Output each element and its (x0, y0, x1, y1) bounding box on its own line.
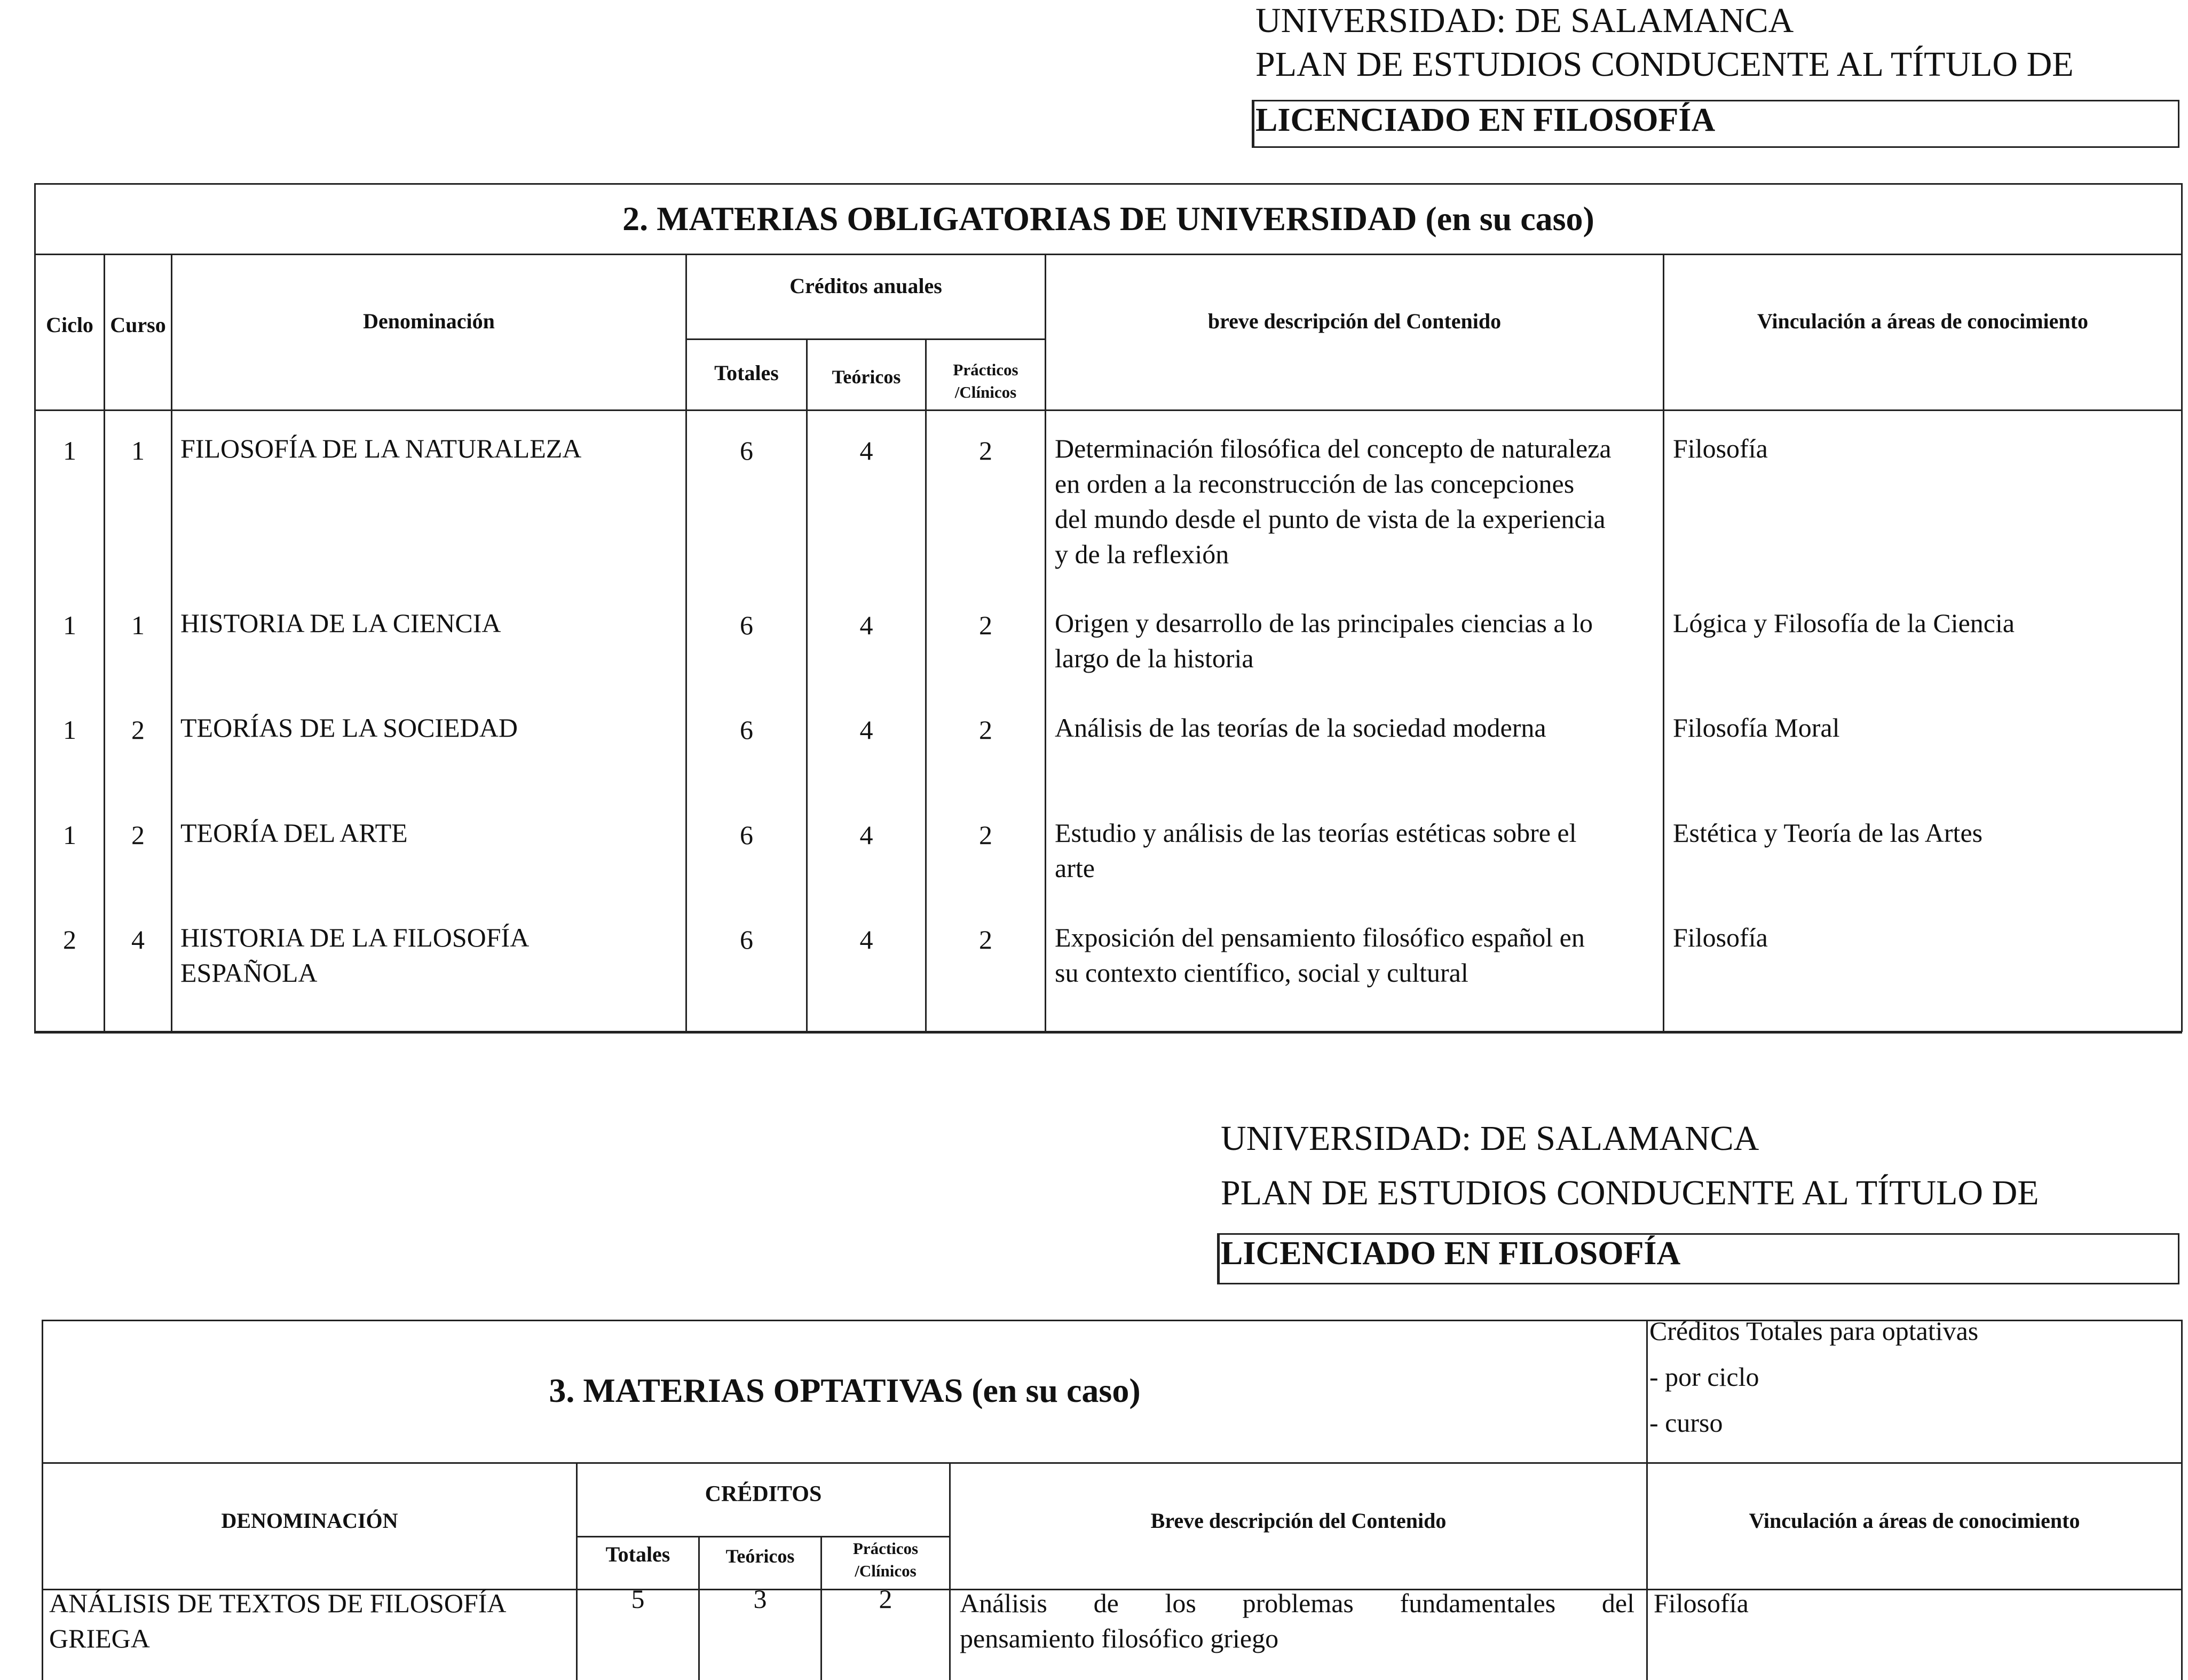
descripcion-cell: Exposición del pensamiento filosófico español en su contexto científico, social y cultural (1055, 922, 1585, 988)
totales-cell: 6 (740, 820, 753, 850)
table-row (0, 924, 2188, 1004)
teoricos-cell: 4 (859, 436, 873, 466)
denominacion-cell: FILOSOFÍA DE LA NATURALEZA (180, 433, 582, 463)
denominacion-cell: HISTORIA DE LA CIENCIA (180, 608, 501, 638)
teoricos-cell: 4 (859, 715, 873, 745)
curso-cell: 2 (131, 820, 145, 850)
curso-cell: 1 (131, 436, 145, 466)
table-row (0, 714, 2188, 762)
ciclo-cell: 1 (63, 820, 76, 850)
degree-title-2: LICENCIADO EN FILOSOFÍA (1221, 1235, 1681, 1272)
practicos-cell: 2 (979, 610, 992, 640)
curso-cell: 1 (131, 610, 145, 640)
ciclo-cell: 1 (63, 436, 76, 466)
col-creditos-header-2: CRÉDITOS (705, 1482, 822, 1507)
optional-subjects-table (0, 1281, 2188, 1680)
degree-title: LICENCIADO EN FILOSOFÍA (1255, 102, 1716, 138)
descripcion-cell: Determinación filosófica del concepto de naturaleza en orden a la reconstrucción de las concepciones del mundo desde el punto de vista de la experiencia y de la reflexión (1055, 433, 1612, 569)
descripcion-cell: Origen y desarrollo de las principales ciencias a lo largo de la historia (1055, 608, 1593, 673)
plan-line: PLAN DE ESTUDIOS CONDUCENTE AL TÍTULO DE (1255, 45, 2074, 84)
teoricos-cell: 4 (859, 925, 873, 955)
university-line: UNIVERSIDAD: DE SALAMANCA (1255, 1, 1794, 40)
col-curso-header: Curso (110, 313, 166, 337)
degree-title-box-2 (1217, 1233, 2179, 1284)
vinculacion-cell: Filosofía (1673, 922, 1768, 952)
ciclo-cell: 2 (63, 925, 76, 955)
plan-line-2: PLAN DE ESTUDIOS CONDUCENTE AL TÍTULO DE (1221, 1173, 2039, 1212)
denominacion-cell: ANÁLISIS DE TEXTOS DE FILOSOFÍA GRIEGA (49, 1588, 507, 1653)
practicos-cell: 2 (979, 436, 992, 466)
col-vinculacion-header-2: Vinculación a áreas de conocimiento (1749, 1509, 2080, 1533)
teoricos-cell: 4 (859, 820, 873, 850)
denominacion-cell: TEORÍA DEL ARTE (180, 818, 408, 848)
vinculacion-cell: Filosofía (1673, 433, 1768, 463)
optativas-credits-note: Créditos Totales para optativas - por ciclo - curso (1649, 1316, 1979, 1438)
curso-cell: 2 (131, 715, 145, 745)
teoricos-cell: 4 (859, 610, 873, 640)
vinculacion-cell: Filosofía Moral (1673, 713, 1840, 743)
totales-cell: 6 (740, 925, 753, 955)
table-row (0, 610, 2188, 690)
table2-title: 3. MATERIAS OPTATIVAS (en su caso) (549, 1371, 1141, 1409)
vinculacion-cell: Filosofía (1654, 1588, 1749, 1618)
totales-cell: 6 (740, 610, 753, 640)
col-descripcion-header-2: Breve descripción del Contenido (1150, 1509, 1447, 1533)
ciclo-cell: 1 (63, 715, 76, 745)
col-denominacion-header-2: DENOMINACIÓN (221, 1509, 398, 1533)
col-practicos-header: Prácticos /Clínicos (953, 360, 1018, 401)
practicos-cell: 2 (979, 820, 992, 850)
col-totales-header-2: Totales (605, 1542, 670, 1566)
col-denominacion-header: Denominación (363, 309, 495, 333)
table1-title: 2. MATERIAS OBLIGATORIAS DE UNIVERSIDAD (en su caso) (622, 200, 1594, 238)
col-ciclo-header: Ciclo (46, 313, 93, 337)
practicos-cell: 2 (979, 715, 992, 745)
col-teoricos-header: Teóricos (832, 366, 901, 388)
col-vinculacion-header: Vinculación a áreas de conocimiento (1757, 309, 2088, 333)
col-teoricos-header-2: Teóricos (725, 1545, 795, 1567)
totales-cell: 6 (740, 715, 753, 745)
table-row (0, 819, 2188, 900)
ciclo-cell: 1 (63, 610, 76, 640)
col-practicos-header-2: Prácticos /Clínicos (852, 1539, 919, 1580)
col-descripcion-header: breve descripción del Contenido (1207, 309, 1502, 333)
table-row (0, 1586, 2188, 1676)
practicos-cell: 2 (879, 1584, 892, 1614)
descripcion-cell: Análisis de los problemas fundamentales del pensamiento filosófico griego (960, 1588, 1634, 1653)
vinculacion-cell: Estética y Teoría de las Artes (1673, 818, 1983, 848)
col-totales-header: Totales (714, 361, 779, 385)
totales-cell: 5 (631, 1584, 645, 1614)
denominacion-cell: TEORÍAS DE LA SOCIEDAD (180, 713, 518, 743)
descripcion-cell: Análisis de las teorías de la sociedad moderna (1055, 713, 1546, 743)
practicos-cell: 2 (979, 925, 992, 955)
col-creditos-header: Créditos anuales (789, 274, 942, 298)
totales-cell: 6 (740, 436, 753, 466)
vinculacion-cell: Lógica y Filosofía de la Ciencia (1673, 608, 2015, 638)
denominacion-cell: HISTORIA DE LA FILOSOFÍA ESPAÑOLA (180, 922, 530, 988)
curso-cell: 4 (131, 925, 145, 955)
descripcion-cell: Estudio y análisis de las teorías estéticas sobre el arte (1055, 818, 1577, 883)
table-row (0, 435, 2188, 574)
teoricos-cell: 3 (753, 1584, 767, 1614)
university-line-2: UNIVERSIDAD: DE SALAMANCA (1221, 1119, 1759, 1158)
